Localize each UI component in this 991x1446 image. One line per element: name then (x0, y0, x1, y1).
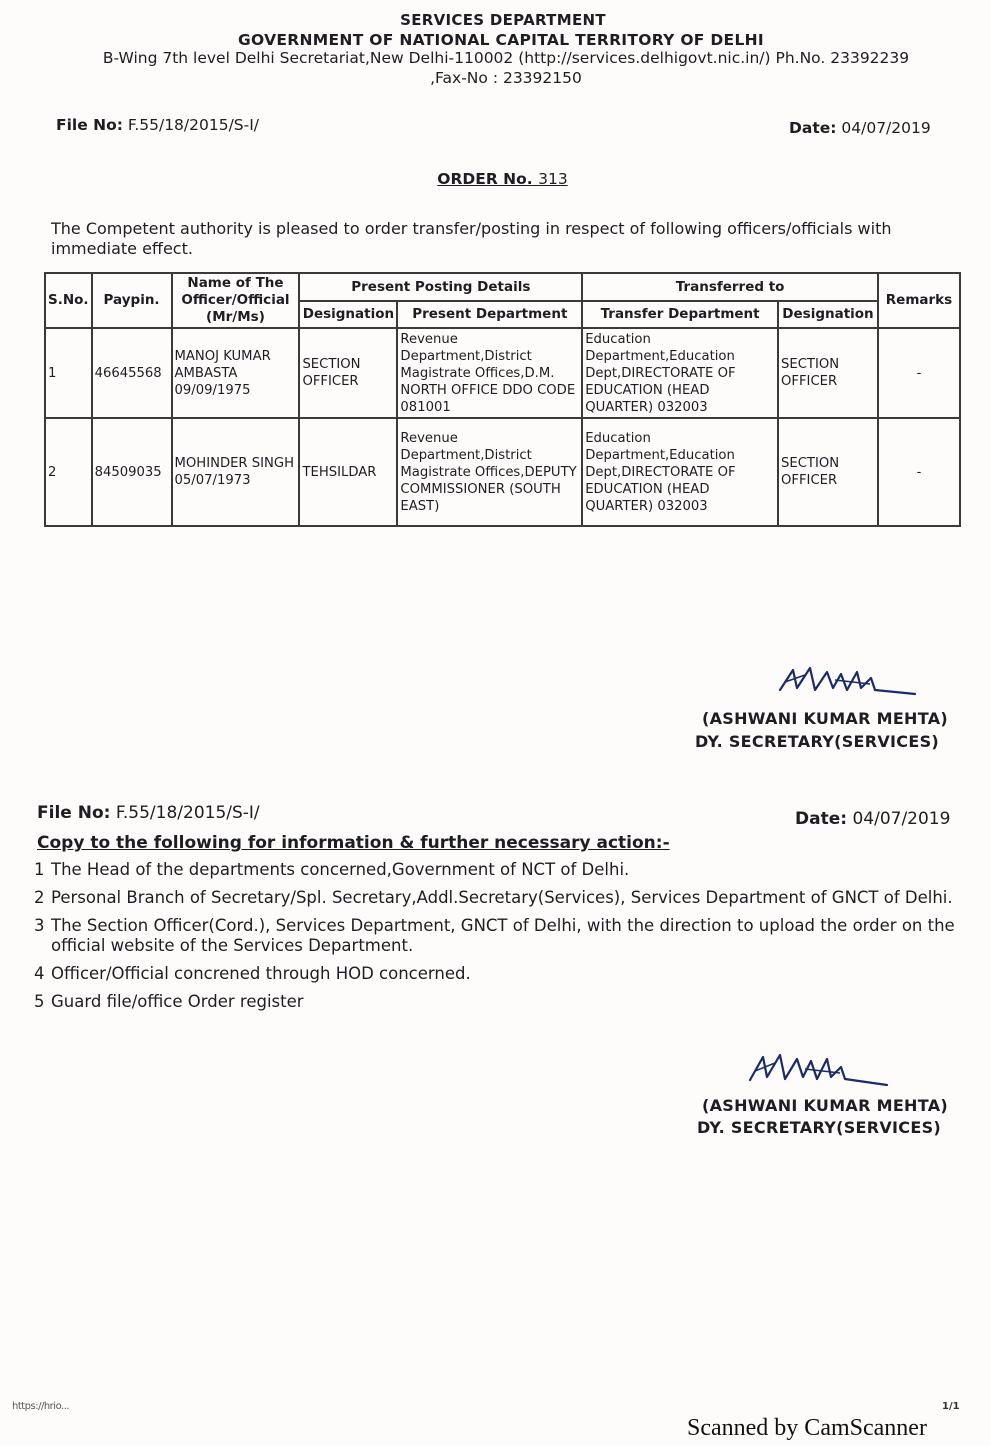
letterhead-department: SERVICES DEPARTMENT (400, 11, 606, 29)
table-row (45, 328, 960, 418)
file-number-line (56, 116, 259, 134)
cell-transfer-department: Education Department,Education Dept,DIRECTORATE OF EDUCATION (HEAD QUARTER) 032003 (582, 418, 778, 526)
header-paypin: Paypin. (92, 273, 172, 328)
footer-url: https://hrio... (12, 1401, 70, 1412)
order-number: 313 (538, 170, 568, 188)
copy-file-number-line (37, 803, 260, 823)
header-remarks: Remarks (878, 273, 960, 328)
officer-dob: 05/07/1973 (174, 473, 251, 488)
cell-remarks: - (878, 418, 960, 526)
table-row (45, 418, 960, 526)
cell-name (172, 328, 300, 418)
officer-name: MOHINDER SINGH (174, 456, 295, 471)
officer-dob: 09/09/1975 (174, 382, 251, 398)
order-intro: The Competent authority is pleased to order transfer/posting in respect of following officers/officials with immediate effect. (51, 219, 892, 258)
date-value: 04/07/2019 (841, 119, 931, 137)
date-label: Date: (789, 119, 837, 137)
copy-item (34, 860, 964, 880)
scanner-watermark: Scanned by CamScanner (687, 1415, 927, 1441)
signatory-designation: DY. SECRETARY(SERVICES) (694, 732, 940, 751)
cell-present-designation: SECTION OFFICER (299, 328, 397, 418)
header-present-designation: Designation (299, 301, 397, 328)
copy-item-number: 2 (34, 888, 45, 907)
file-number-label: File No: (56, 116, 123, 134)
copy-file-number: F.55/18/2015/S-I/ (115, 803, 260, 823)
signatory-designation-copy: DY. SECRETARY(SERVICES) (696, 1118, 942, 1137)
letterhead-address: B-Wing 7th level Delhi Secretariat,New Delhi-110002 (http://services.delhigovt.nic.in/) Ph.No. 23392239 ,Fax-No : 23392150 (102, 49, 910, 87)
copy-item-number: 5 (34, 992, 45, 1011)
cell-paypin: 46645568 (92, 328, 172, 418)
letterhead-government: GOVERNMENT OF NATIONAL CAPITAL TERRITORY OF DELHI (238, 31, 764, 49)
header-sno: S.No. (45, 273, 92, 328)
header-present-department: Present Department (397, 301, 582, 328)
officer-name: MANOJ KUMAR AMBASTA (174, 348, 271, 381)
transfer-table (44, 272, 961, 527)
header-transfer-designation: Designation (778, 301, 878, 328)
copy-list (34, 860, 964, 1020)
copy-item-number: 3 (34, 916, 45, 935)
copy-heading: Copy to the following for information & further necessary action:- (37, 833, 670, 853)
header-present-posting: Present Posting Details (299, 273, 582, 301)
date-line (789, 119, 931, 137)
header-transfer-department: Transfer Department (582, 301, 778, 328)
copy-date-value: 04/07/2019 (852, 809, 951, 829)
signature-image (745, 1045, 895, 1095)
copy-item-text: Officer/Official concrened through HOD concerned. (51, 964, 471, 983)
signature-image (775, 660, 925, 705)
copy-item-text: Personal Branch of Secretary/Spl. Secretary,Addl.Secretary(Services), Services Department of GNCT of Delhi. (51, 888, 953, 907)
copy-file-number-label: File No: (37, 803, 111, 823)
cell-sno: 1 (45, 328, 92, 418)
copy-item (34, 888, 964, 908)
copy-item (34, 916, 964, 956)
copy-date-line (795, 809, 950, 829)
order-title (0, 170, 991, 188)
signatory-name-copy: (ASHWANI KUMAR MEHTA) (701, 1096, 949, 1115)
cell-transfer-designation: SECTION OFFICER (778, 328, 878, 418)
copy-item (34, 992, 964, 1012)
signatory-name: (ASHWANI KUMAR MEHTA) (701, 709, 949, 728)
copy-item-text: Guard file/office Order register (51, 992, 304, 1011)
copy-item-number: 4 (34, 964, 45, 983)
cell-present-designation: TEHSILDAR (299, 418, 397, 526)
cell-transfer-department: Education Department,Education Dept,DIRECTORATE OF EDUCATION (HEAD QUARTER) 032003 (582, 328, 778, 418)
cell-paypin: 84509035 (92, 418, 172, 526)
copy-item-text: The Section Officer(Cord.), Services Department, GNCT of Delhi, with the direction to upload the order on the official website of the Services Department. (51, 916, 955, 955)
header-name: Name of The Officer/Official (Mr/Ms) (172, 273, 300, 328)
footer-page-number: 1/1 (942, 1401, 960, 1412)
copy-item (34, 964, 964, 984)
cell-remarks: - (878, 328, 960, 418)
cell-sno: 2 (45, 418, 92, 526)
copy-item-number: 1 (34, 860, 45, 879)
copy-date-label: Date: (795, 809, 848, 829)
order-label: ORDER No. (437, 170, 533, 188)
file-number: F.55/18/2015/S-I/ (127, 116, 260, 134)
header-transferred-to: Transferred to (582, 273, 878, 301)
copy-item-text: The Head of the departments concerned,Government of NCT of Delhi. (51, 860, 630, 879)
cell-present-department: Revenue Department,District Magistrate Offices,DEPUTY COMMISSIONER (SOUTH EAST) (397, 418, 582, 526)
cell-transfer-designation: SECTION OFFICER (778, 418, 878, 526)
cell-name (172, 418, 300, 526)
cell-present-department: Revenue Department,District Magistrate Offices,D.M. NORTH OFFICE DDO CODE 081001 (397, 328, 582, 418)
